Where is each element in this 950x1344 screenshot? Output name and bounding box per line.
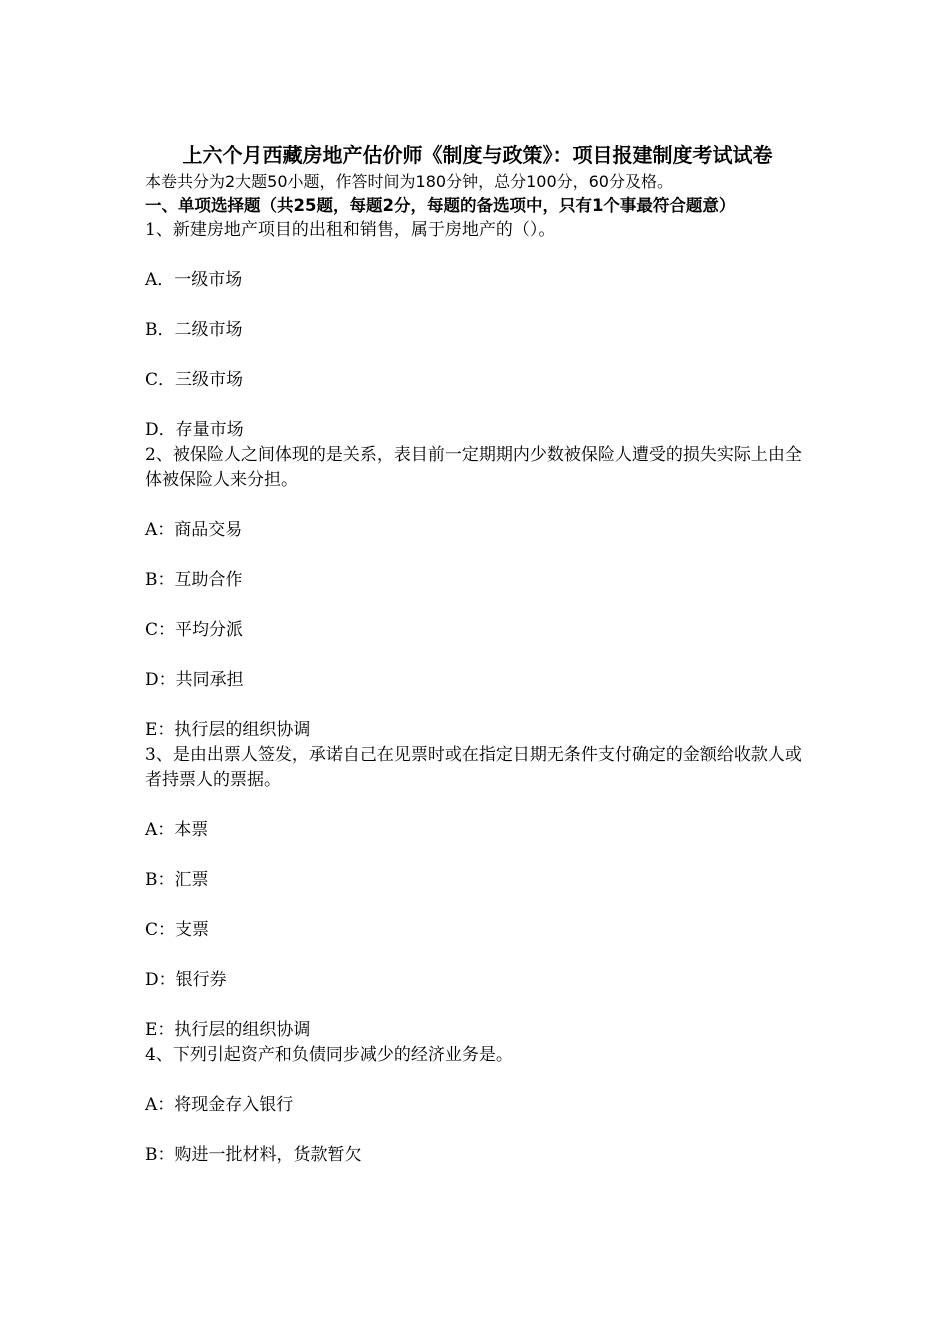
question-text: 2、被保险人之间体现的是关系，表目前一定期期内少数被保险人遭受的损失实际上由全体被保险人来分担。 bbox=[145, 445, 802, 490]
document-page bbox=[145, 142, 810, 1168]
option-a: A：本票 bbox=[145, 820, 209, 840]
section-heading: 一、单项选择题（共25题，每题2分，每题的备选项中，只有1个事最符合题意） bbox=[145, 196, 736, 215]
question-3 bbox=[145, 743, 810, 1043]
option-d: D：共同承担 bbox=[145, 670, 244, 690]
option-a: A．一级市场 bbox=[145, 270, 243, 290]
option-b: B：购进一批材料，货款暂欠 bbox=[145, 1145, 362, 1165]
question-2 bbox=[145, 443, 810, 743]
option-b: B．二级市场 bbox=[145, 320, 243, 340]
option-e: E：执行层的组织协调 bbox=[145, 720, 311, 740]
option-a: A：将现金存入银行 bbox=[145, 1095, 294, 1115]
option-b: B：互助合作 bbox=[145, 570, 243, 590]
option-c: C：支票 bbox=[145, 920, 210, 940]
option-b: B：汇票 bbox=[145, 870, 209, 890]
option-d: D．存量市场 bbox=[145, 420, 244, 440]
question-text: 1、新建房地产项目的出租和销售，属于房地产的（）。 bbox=[145, 220, 556, 240]
document-title: 上六个月西藏房地产估价师《制度与政策》：项目报建制度考试试卷 bbox=[182, 143, 773, 167]
question-text: 4、下列引起资产和负债同步减少的经济业务是。 bbox=[145, 1045, 513, 1065]
option-a: A：商品交易 bbox=[145, 520, 243, 540]
option-e: E：执行层的组织协调 bbox=[145, 1020, 311, 1040]
question-4 bbox=[145, 1043, 810, 1168]
exam-intro: 本卷共分为2大题50小题，作答时间为180分钟，总分100分，60分及格。 bbox=[145, 172, 673, 191]
option-c: C．三级市场 bbox=[145, 370, 244, 390]
question-text: 3、是由出票人签发，承诺自己在见票时或在指定日期无条件支付确定的金额给收款人或者持票人的票据。 bbox=[145, 745, 802, 790]
option-d: D：银行券 bbox=[145, 970, 227, 990]
question-1 bbox=[145, 218, 810, 443]
option-c: C：平均分派 bbox=[145, 620, 244, 640]
